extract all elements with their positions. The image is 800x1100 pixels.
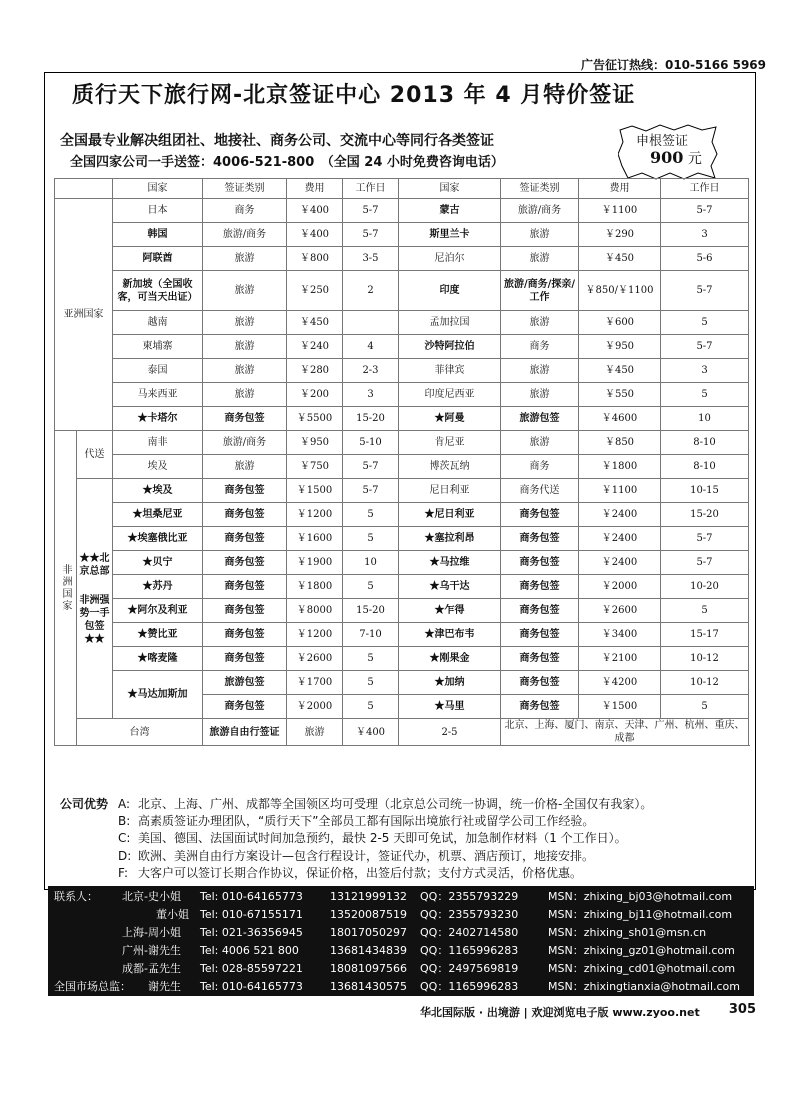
table-row bbox=[55, 383, 749, 407]
group-strong: 非洲强势一手包签★★ bbox=[79, 594, 110, 645]
table-cell: 旅游/商务/探亲/工作 bbox=[501, 271, 579, 311]
table-cell: ★加纳 bbox=[399, 671, 501, 695]
table-cell: ￥2100 bbox=[579, 647, 661, 671]
table-cell: 商务包签 bbox=[501, 527, 579, 551]
contact-qq: QQ：1165996283 bbox=[420, 980, 519, 993]
table-cell: 2-3 bbox=[343, 359, 399, 383]
group-hq: ★★北京总部 bbox=[79, 552, 110, 577]
table-cell: 10-12 bbox=[661, 671, 749, 695]
contact-msn: MSN：zhixingtianxia@hotmail.com bbox=[548, 980, 740, 993]
table-cell: ★坦桑尼亚 bbox=[113, 503, 203, 527]
table-cell: ￥1600 bbox=[287, 527, 343, 551]
table-cell: 商务代送 bbox=[501, 479, 579, 503]
table-cell: ￥400 bbox=[287, 199, 343, 223]
badge-price-value: 900 bbox=[650, 148, 684, 167]
subtitle-services: 全国最专业解决组团社、地接社、商务公司、交流中心等同行各类签证 bbox=[60, 133, 494, 149]
table-cell: 商务包签 bbox=[203, 575, 287, 599]
table-cell: 15-20 bbox=[343, 599, 399, 623]
table-cell: 商务包签 bbox=[203, 503, 287, 527]
contact-row bbox=[48, 888, 754, 905]
table-cell: 印度 bbox=[399, 271, 501, 311]
table-cell: 5 bbox=[661, 599, 749, 623]
col-header: 工作日 bbox=[661, 179, 749, 199]
table-cell: 商务包签 bbox=[203, 623, 287, 647]
advantage-text: 北京、上海、广州、成都等全国领区均可受理（北京总公司统一协调，统一价格-全国仅有我家）。 bbox=[138, 797, 653, 811]
table-cell: 商务包签 bbox=[501, 551, 579, 575]
table-cell: ￥2400 bbox=[579, 551, 661, 575]
contact-mobile: 13121999132 bbox=[330, 890, 407, 903]
table-cell: ★马达加斯加 bbox=[113, 671, 203, 719]
table-cell: 商务包签 bbox=[203, 695, 287, 719]
table-cell: 商务包签 bbox=[203, 479, 287, 503]
table-cell: ￥1700 bbox=[287, 671, 343, 695]
table-cell: 博茨瓦纳 bbox=[399, 455, 501, 479]
contact-tel: Tel: 4006 521 800 bbox=[200, 944, 299, 957]
table-cell: 商务包签 bbox=[501, 695, 579, 719]
table-cell: 埃及 bbox=[113, 455, 203, 479]
table-cell: ￥750 bbox=[287, 455, 343, 479]
table-cell: 印度尼西亚 bbox=[399, 383, 501, 407]
table-row bbox=[55, 503, 749, 527]
table-cell: 肯尼亚 bbox=[399, 431, 501, 455]
table-cell: ★阿尔及利亚 bbox=[113, 599, 203, 623]
contact-tel: Tel: 021-36356945 bbox=[200, 926, 303, 939]
contact-qq: QQ：1165996283 bbox=[420, 944, 519, 957]
table-row bbox=[55, 527, 749, 551]
table-cell: ￥2400 bbox=[579, 527, 661, 551]
advantage-key: D: bbox=[118, 848, 132, 863]
table-cell: 4 bbox=[343, 335, 399, 359]
advantages-label: 公司优势 bbox=[60, 797, 109, 811]
table-cell: ★卡塔尔 bbox=[113, 407, 203, 431]
table-cell: 商务 bbox=[203, 199, 287, 223]
advantage-key: F: bbox=[118, 865, 129, 880]
table-cell: ￥4200 bbox=[579, 671, 661, 695]
table-cell: ￥400 bbox=[343, 719, 399, 746]
table-cell: 5-7 bbox=[343, 455, 399, 479]
table-cell: ￥600 bbox=[579, 311, 661, 335]
table-row bbox=[55, 431, 749, 455]
table-cell: 旅游 bbox=[203, 271, 287, 311]
table-row bbox=[55, 407, 749, 431]
table-cell: 商务 bbox=[501, 455, 579, 479]
table-cell: ￥200 bbox=[287, 383, 343, 407]
table-cell: 旅游 bbox=[501, 359, 579, 383]
table-cell: 商务包签 bbox=[501, 623, 579, 647]
table-cell: 5-7 bbox=[661, 199, 749, 223]
contact-row bbox=[48, 906, 754, 923]
table-cell: 旅游 bbox=[203, 247, 287, 271]
table-cell: ★苏丹 bbox=[113, 575, 203, 599]
table-cell: ★埃塞俄比亚 bbox=[113, 527, 203, 551]
table-header-row bbox=[55, 179, 749, 199]
table-cell: 5-10 bbox=[343, 431, 399, 455]
table-cell: 越南 bbox=[113, 311, 203, 335]
table-cell: 旅游 bbox=[203, 335, 287, 359]
table-row bbox=[55, 359, 749, 383]
table-cell: 8-10 bbox=[661, 431, 749, 455]
table-cell: ★埃及 bbox=[113, 479, 203, 503]
table-row bbox=[55, 647, 749, 671]
table-cell: 尼日利亚 bbox=[399, 479, 501, 503]
table-cell: 5 bbox=[661, 311, 749, 335]
table-cell: ￥2600 bbox=[579, 599, 661, 623]
table-cell: ￥1500 bbox=[287, 479, 343, 503]
contact-msn: MSN：zhixing_cd01@hotmail.com bbox=[548, 962, 736, 975]
table-cell: ￥950 bbox=[287, 431, 343, 455]
table-cell: 2-5 bbox=[399, 719, 501, 746]
table-cell: ￥800 bbox=[287, 247, 343, 271]
table-cell: 商务包签 bbox=[501, 503, 579, 527]
table-cell: ★津巴布韦 bbox=[399, 623, 501, 647]
table-cell: 5 bbox=[343, 647, 399, 671]
contact-name: 广州-谢先生 bbox=[122, 944, 181, 957]
contact-msn: MSN：zhixing_gz01@hotmail.com bbox=[548, 944, 735, 957]
table-cell: ￥450 bbox=[579, 247, 661, 271]
table-cell: ★贝宁 bbox=[113, 551, 203, 575]
table-row bbox=[55, 271, 749, 311]
group-hq-strong bbox=[77, 479, 113, 719]
table-cell: 3 bbox=[661, 359, 749, 383]
table-cell: 旅游/商务 bbox=[501, 199, 579, 223]
table-cell: 旅游包签 bbox=[203, 671, 287, 695]
contact-tel: Tel: 010-67155171 bbox=[200, 908, 303, 921]
footer-text: 华北国际版 · 出境游 | 欢迎浏览电子版 www.zyoo.net bbox=[420, 1006, 700, 1019]
table-cell: ★乍得 bbox=[399, 599, 501, 623]
table-cell: 商务包签 bbox=[203, 647, 287, 671]
table-cell: 5 bbox=[661, 383, 749, 407]
table-cell: ￥1900 bbox=[287, 551, 343, 575]
table-cell: ￥950 bbox=[579, 335, 661, 359]
advantage-text: 高素质签证办理团队，“质行天下”全部员工都有国际出境旅行社或留学公司工作经验。 bbox=[138, 814, 595, 829]
contact-name: 北京-史小姐 bbox=[122, 890, 181, 903]
table-cell: 旅游 bbox=[203, 359, 287, 383]
table-cell: 5-7 bbox=[343, 199, 399, 223]
table-row bbox=[55, 311, 749, 335]
table-cell: 10 bbox=[343, 551, 399, 575]
table-cell: 5-6 bbox=[661, 247, 749, 271]
table-cell: ￥2000 bbox=[579, 575, 661, 599]
contact-name: 董小姐 bbox=[156, 908, 189, 921]
contact-qq: QQ：2355793229 bbox=[420, 890, 519, 903]
contact-qq: QQ：2402714580 bbox=[420, 926, 519, 939]
contact-mobile: 13681434839 bbox=[330, 944, 407, 957]
group-taiwan: 台湾 bbox=[77, 719, 203, 746]
col-header: 费用 bbox=[579, 179, 661, 199]
table-cell: 8-10 bbox=[661, 455, 749, 479]
table-cell: ￥4600 bbox=[579, 407, 661, 431]
table-cell: 斯里兰卡 bbox=[399, 223, 501, 247]
badge-price bbox=[650, 148, 702, 168]
col-header: 工作日 bbox=[343, 179, 399, 199]
table-cell: 5 bbox=[343, 503, 399, 527]
table-cell: 旅游自由行签证 bbox=[203, 719, 287, 746]
table-cell: 孟加拉国 bbox=[399, 311, 501, 335]
contact-tel: Tel: 010-64165773 bbox=[200, 890, 303, 903]
table-cell: ￥1100 bbox=[579, 479, 661, 503]
subtitle-phone: 全国四家公司一手送签：4006-521-800 （全国 24 小时免费咨询电话） bbox=[70, 155, 504, 170]
advantage-item bbox=[60, 796, 652, 813]
table-row bbox=[55, 623, 749, 647]
table-cell: 旅游/商务 bbox=[203, 223, 287, 247]
table-cell: 旅游 bbox=[203, 455, 287, 479]
table-cell: 5-7 bbox=[343, 223, 399, 247]
table-cell: 3 bbox=[661, 223, 749, 247]
table-cell: 商务包签 bbox=[501, 647, 579, 671]
group-daisong: 代送 bbox=[77, 431, 113, 479]
table-cell: ￥3400 bbox=[579, 623, 661, 647]
badge-price-unit: 元 bbox=[687, 151, 702, 167]
table-cell: ￥1800 bbox=[579, 455, 661, 479]
table-cell: ￥8000 bbox=[287, 599, 343, 623]
col-header: 国家 bbox=[399, 179, 501, 199]
table-cell: 旅游 bbox=[501, 431, 579, 455]
contact-tel: Tel: 010-64165773 bbox=[200, 980, 303, 993]
contact-mobile: 18017050297 bbox=[330, 926, 407, 939]
table-cell: ￥550 bbox=[579, 383, 661, 407]
table-cell: 10-20 bbox=[661, 575, 749, 599]
table-cell: 3-5 bbox=[343, 247, 399, 271]
table-row bbox=[55, 551, 749, 575]
table-cell: ￥1200 bbox=[287, 623, 343, 647]
advantage-item bbox=[60, 830, 652, 847]
table-cell: ★赞比亚 bbox=[113, 623, 203, 647]
table-cell: 3 bbox=[343, 383, 399, 407]
table-cell: ★马里 bbox=[399, 695, 501, 719]
table-cell: ￥240 bbox=[287, 335, 343, 359]
table-cell: ￥400 bbox=[287, 223, 343, 247]
table-cell: ￥1500 bbox=[579, 695, 661, 719]
table-cell: 5 bbox=[343, 527, 399, 551]
table-row bbox=[55, 223, 749, 247]
contact-mobile: 13520087519 bbox=[330, 908, 407, 921]
company-advantages bbox=[60, 796, 652, 882]
col-header: 签证类别 bbox=[203, 179, 287, 199]
table-row bbox=[55, 455, 749, 479]
table-cell: ￥850 bbox=[579, 431, 661, 455]
contact-row bbox=[48, 942, 754, 959]
table-cell bbox=[343, 311, 399, 335]
table-cell: 15-17 bbox=[661, 623, 749, 647]
contact-row bbox=[48, 924, 754, 941]
contact-tel: Tel: 028-85597221 bbox=[200, 962, 303, 975]
table-row bbox=[55, 719, 749, 746]
badge-label: 申根签证 bbox=[636, 134, 689, 149]
table-cell: ★喀麦隆 bbox=[113, 647, 203, 671]
contact-msn: MSN：zhixing_sh01@msn.cn bbox=[548, 926, 707, 939]
page-title: 质行天下旅行网-北京签证中心 2013 年 4 月特价签证 bbox=[72, 83, 636, 108]
advantage-key: A: bbox=[118, 797, 131, 811]
table-cell: 旅游 bbox=[501, 383, 579, 407]
table-row bbox=[55, 599, 749, 623]
table-cell: 2 bbox=[343, 271, 399, 311]
table-cell: 商务包签 bbox=[203, 407, 287, 431]
table-cell: ￥2600 bbox=[287, 647, 343, 671]
table-cell: 7-10 bbox=[343, 623, 399, 647]
table-cell: 旅游 bbox=[287, 719, 343, 746]
table-cell: 旅游 bbox=[501, 311, 579, 335]
table-cell: ￥1100 bbox=[579, 199, 661, 223]
table-cell: 旅游 bbox=[203, 383, 287, 407]
table-cell: 马来西亚 bbox=[113, 383, 203, 407]
table-cell: 15-20 bbox=[661, 503, 749, 527]
table-row bbox=[55, 575, 749, 599]
advantage-item bbox=[60, 813, 652, 830]
table-cell: ￥850/￥1100 bbox=[579, 271, 661, 311]
table-cell: 商务包签 bbox=[501, 599, 579, 623]
contact-label: 联系人： bbox=[54, 890, 98, 903]
table-cell: ￥2400 bbox=[579, 503, 661, 527]
table-cell: 韩国 bbox=[113, 223, 203, 247]
contact-name: 成都-孟先生 bbox=[122, 962, 181, 975]
page-number: 305 bbox=[728, 1002, 756, 1017]
contact-mobile: 13681430575 bbox=[330, 980, 407, 993]
table-cell: 5-7 bbox=[661, 527, 749, 551]
table-cell: 5-7 bbox=[343, 479, 399, 503]
contact-qq: QQ：2355793230 bbox=[420, 908, 519, 921]
table-cell: 旅游 bbox=[501, 247, 579, 271]
table-cell: 5 bbox=[343, 671, 399, 695]
table-cell: ￥290 bbox=[579, 223, 661, 247]
table-cell: 5 bbox=[343, 695, 399, 719]
advantage-text: 美国、德国、法国面试时间加急预约，最快 2-5 天即可免试，加急制作材料（1 个工作日）。 bbox=[138, 831, 627, 846]
table-cell: ★尼日利亚 bbox=[399, 503, 501, 527]
table-cell: 沙特阿拉伯 bbox=[399, 335, 501, 359]
advantage-text: 大客户可以签订长期合作协议，保证价格，出签后付款；支付方式灵活，价格优惠。 bbox=[138, 865, 583, 880]
table-cell: ￥250 bbox=[287, 271, 343, 311]
table-cell: 阿联酋 bbox=[113, 247, 203, 271]
table-cell: 蒙古 bbox=[399, 199, 501, 223]
table-cell: ￥2000 bbox=[287, 695, 343, 719]
table-cell: ￥450 bbox=[287, 311, 343, 335]
table-cell: ★马拉维 bbox=[399, 551, 501, 575]
ad-hotline: 广告征订热线：010-5166 5969 bbox=[580, 58, 766, 72]
contact-mobile: 18081097566 bbox=[330, 962, 407, 975]
table-cell: ★塞拉利昂 bbox=[399, 527, 501, 551]
header-blank bbox=[55, 179, 113, 199]
group-africa: 非洲国家 bbox=[55, 431, 77, 746]
table-cell: 5-7 bbox=[661, 271, 749, 311]
contact-msn: MSN：zhixing_bj11@hotmail.com bbox=[548, 908, 733, 921]
table-cell: ￥1200 bbox=[287, 503, 343, 527]
advantage-text: 欧洲、美洲自由行方案设计—包含行程设计，签证代办，机票、酒店预订，地接安排。 bbox=[138, 848, 595, 863]
table-cell: ￥1800 bbox=[287, 575, 343, 599]
table-row bbox=[55, 335, 749, 359]
contact-name: 上海-周小姐 bbox=[122, 926, 181, 939]
contact-row bbox=[48, 978, 754, 995]
table-cell: 5-7 bbox=[661, 335, 749, 359]
table-cell: 商务包签 bbox=[203, 599, 287, 623]
advantage-item bbox=[60, 865, 652, 882]
table-cell: 新加坡（全国收客，可当天出证） bbox=[113, 271, 203, 311]
contact-name: 谢先生 bbox=[148, 980, 181, 993]
table-cell: 商务包签 bbox=[501, 575, 579, 599]
contact-row bbox=[48, 960, 754, 977]
contact-panel bbox=[48, 886, 754, 996]
table-cell: 10-12 bbox=[661, 647, 749, 671]
advantage-key: C: bbox=[118, 831, 131, 846]
table-cell: 5 bbox=[661, 695, 749, 719]
table-cell: 商务包签 bbox=[203, 551, 287, 575]
col-header: 费用 bbox=[287, 179, 343, 199]
advantage-item bbox=[60, 848, 652, 865]
table-cell: 15-20 bbox=[343, 407, 399, 431]
table-cell: 旅游 bbox=[501, 223, 579, 247]
table-cell: 旅游 bbox=[203, 311, 287, 335]
table-cell: 尼泊尔 bbox=[399, 247, 501, 271]
table-cell: 泰国 bbox=[113, 359, 203, 383]
col-header: 签证类别 bbox=[501, 179, 579, 199]
table-cell: ￥280 bbox=[287, 359, 343, 383]
table-cell: 商务 bbox=[501, 335, 579, 359]
visa-price-table bbox=[54, 178, 749, 746]
table-row bbox=[55, 199, 749, 223]
table-cell: 商务包签 bbox=[203, 527, 287, 551]
contact-msn: MSN：zhixing_bj03@hotmail.com bbox=[548, 890, 733, 903]
col-header: 国家 bbox=[113, 179, 203, 199]
table-row bbox=[55, 671, 749, 695]
table-cell: 10 bbox=[661, 407, 749, 431]
table-cell: 旅游包签 bbox=[501, 407, 579, 431]
contact-qq: QQ：2497569819 bbox=[420, 962, 519, 975]
taiwan-cities: 北京、上海、厦门、南京、天津、广州、杭州、重庆、成都 bbox=[501, 719, 749, 746]
table-cell: 商务包签 bbox=[501, 671, 579, 695]
table-cell: ★刚果金 bbox=[399, 647, 501, 671]
table-cell: 日本 bbox=[113, 199, 203, 223]
table-cell: ★阿曼 bbox=[399, 407, 501, 431]
table-cell: 5-7 bbox=[661, 551, 749, 575]
table-cell: 5 bbox=[343, 575, 399, 599]
table-cell: ￥450 bbox=[579, 359, 661, 383]
group-asia: 亚洲国家 bbox=[55, 199, 113, 431]
table-cell: 菲律宾 bbox=[399, 359, 501, 383]
table-cell: 柬埔寨 bbox=[113, 335, 203, 359]
table-row bbox=[55, 479, 749, 503]
advantage-key: B: bbox=[118, 814, 131, 829]
table-cell: ￥5500 bbox=[287, 407, 343, 431]
table-cell: 南非 bbox=[113, 431, 203, 455]
table-cell: 10-15 bbox=[661, 479, 749, 503]
table-cell: ★乌干达 bbox=[399, 575, 501, 599]
table-cell: 旅游/商务 bbox=[203, 431, 287, 455]
table-row bbox=[55, 247, 749, 271]
contact-hq-label: 全国市场总监： bbox=[54, 980, 131, 993]
